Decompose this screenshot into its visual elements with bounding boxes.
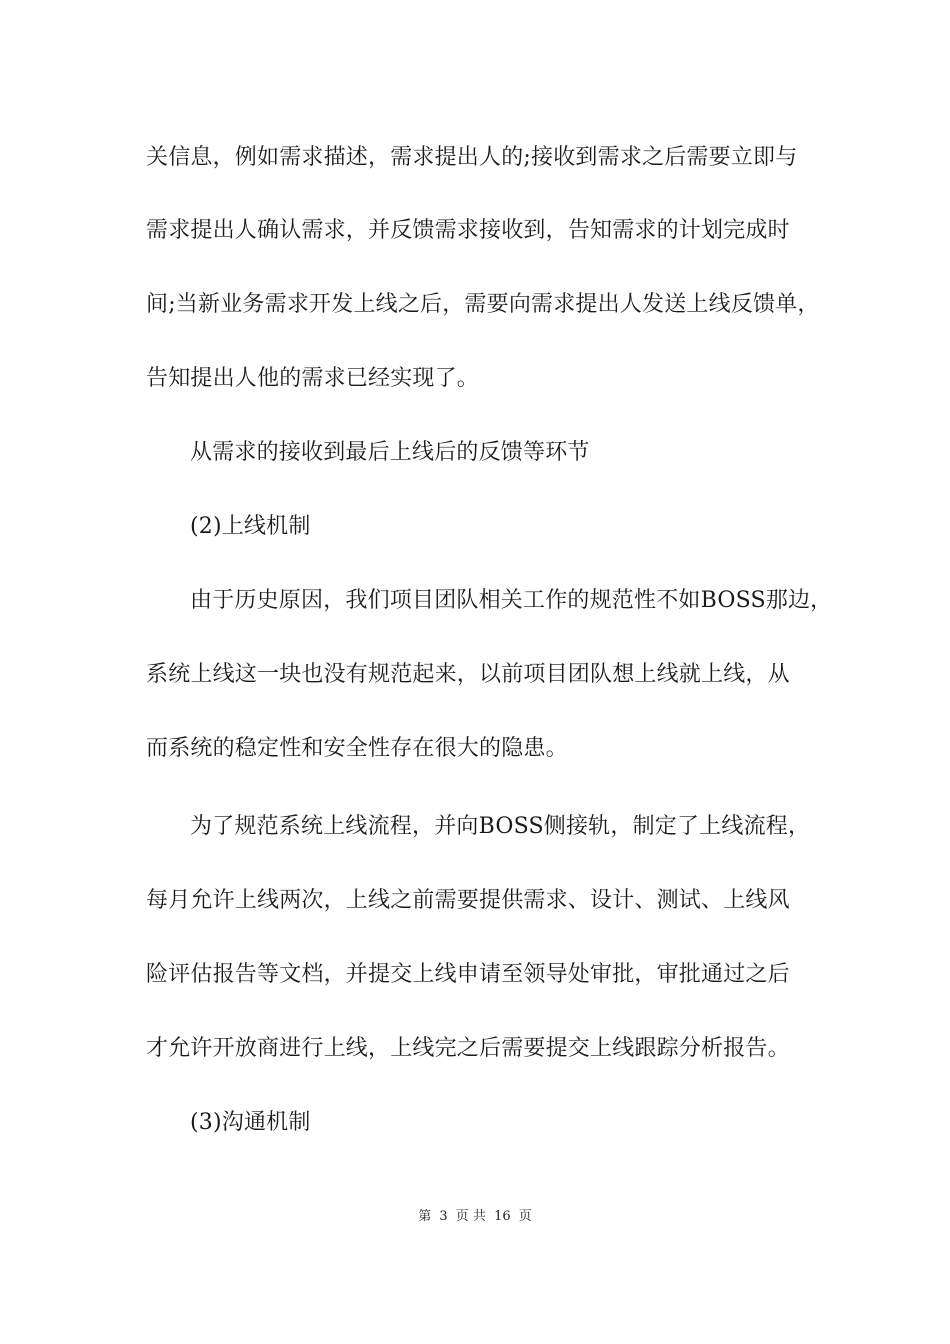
paragraph-line: 关信息，例如需求描述，需求提出人的;接收到需求之后需要立即与 bbox=[146, 145, 798, 170]
footer-current-page: 3 bbox=[439, 1209, 448, 1224]
section-heading: (2)上线机制 bbox=[190, 514, 311, 539]
paragraph-line: 才允许开放商进行上线，上线完之后需要提交上线跟踪分析报告。 bbox=[146, 1036, 790, 1061]
paragraph-line: 间;当新业务需求开发上线之后，需要向需求提出人发送上线反馈单， bbox=[146, 292, 820, 317]
footer-middle: 页 共 bbox=[455, 1209, 486, 1224]
footer-suffix: 页 bbox=[518, 1209, 532, 1224]
page-footer bbox=[0, 1208, 950, 1226]
paragraph-line: 为了规范系统上线流程，并向BOSS侧接轨，制定了上线流程， bbox=[190, 814, 811, 839]
paragraph-line: 告知提出人他的需求已经实现了。 bbox=[146, 366, 480, 391]
paragraph-line: 系统上线这一块也没有规范起来，以前项目团队想上线就上线，从 bbox=[146, 662, 790, 687]
footer-prefix: 第 bbox=[418, 1209, 432, 1224]
footer-total-pages: 16 bbox=[494, 1209, 511, 1224]
paragraph-line: 险评估报告等文档，并提交上线申请至领导处审批，审批通过之后 bbox=[146, 962, 790, 987]
paragraph-line: 需求提出人确认需求，并反馈需求接收到，告知需求的计划完成时 bbox=[146, 218, 790, 243]
paragraph-line: 而系统的稳定性和安全性存在很大的隐患。 bbox=[146, 736, 568, 761]
paragraph-line: 每月允许上线两次，上线之前需要提供需求、设计、测试、上线风 bbox=[146, 888, 790, 913]
paragraph-line: 由于历史原因，我们项目团队相关工作的规范性不如BOSS那边， bbox=[190, 588, 833, 613]
section-heading: (3)沟通机制 bbox=[190, 1110, 311, 1135]
paragraph-line: 从需求的接收到最后上线后的反馈等环节 bbox=[190, 440, 590, 465]
